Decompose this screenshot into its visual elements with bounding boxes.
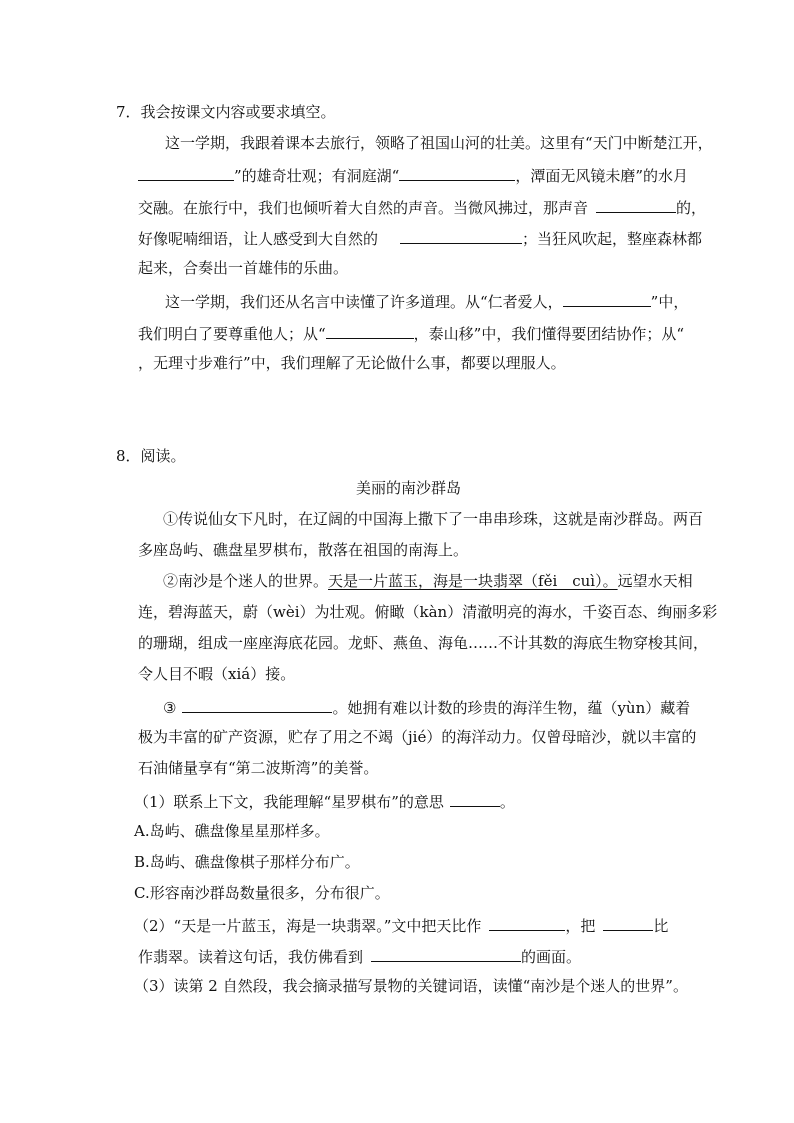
article-title: 美丽的南沙群岛 — [356, 479, 462, 497]
sub-question-2-line2 — [138, 945, 581, 967]
text-span: 好像呢喃细语，让人感受到大自然的 — [138, 230, 379, 248]
para1-line2: 多座岛屿、礁盘星罗棋布，散落在祖国的南海上。 — [138, 541, 469, 559]
answer-blank[interactable] — [326, 322, 414, 339]
answer-blank[interactable] — [399, 164, 515, 181]
option-a: A.岛屿、礁盘像星星那样多。 — [134, 822, 330, 840]
para3-line2: 极为丰富的矿产资源，贮存了用之不竭（jié）的海洋动力。仅曾母暗沙，就以丰富的 — [138, 728, 697, 746]
q7-p1-line2 — [138, 164, 688, 186]
para2-line3: 的珊瑚，组成一座座海底花园。龙虾、燕鱼、海龟……不计其数的海底生物穿梭其间， — [138, 634, 709, 652]
sub-question-2-line1 — [134, 914, 668, 936]
q7-p2-line3: ，无理寸步难行”中，我们理解了无论做什么事，都要以理服人。 — [138, 354, 566, 372]
answer-blank[interactable] — [603, 914, 653, 931]
text-span: 交融。在旅行中，我们也倾听着大自然的声音。当微风拂过，那声音 — [138, 199, 589, 217]
text-span: 这一学期，我们还从名言中读懂了许多道理。从“仁者爱人， — [165, 293, 563, 311]
sub-question-1 — [134, 790, 515, 812]
text-span: ”中， — [650, 293, 689, 311]
answer-blank[interactable] — [400, 227, 522, 244]
para1-line1: ①传说仙女下凡时，在辽阔的中国海上撒下了一串串珍珠，这就是南沙群岛。两百 — [163, 510, 704, 528]
text-span: ，潭面无风镜未磨”的水月 — [515, 167, 689, 185]
text-span: 比 — [653, 917, 669, 935]
answer-blank[interactable] — [563, 290, 651, 307]
answer-blank[interactable] — [182, 696, 332, 713]
answer-blank[interactable] — [138, 164, 234, 181]
q7-p2-line2 — [138, 322, 684, 344]
q7-p1-line1: 这一学期，我跟着课本去旅行，领略了祖国山河的壮美。这里有“天门中断楚江开， — [165, 134, 713, 152]
answer-blank[interactable] — [489, 914, 565, 931]
answer-blank[interactable] — [371, 945, 521, 962]
answer-blank[interactable] — [596, 196, 676, 213]
sub-question-3: （3）读第 2 自然段，我会摘录描写景物的关键词语，读懂“南沙是个迷人的世界”。 — [134, 977, 688, 995]
text-span: ②南沙是个迷人的世界。 — [163, 572, 329, 590]
text-span: ③ — [163, 699, 177, 717]
underlined-sentence: 天是一片蓝玉，海是一块翡翠（fěi cuì）。 — [328, 572, 618, 590]
para3-line1 — [163, 696, 690, 718]
para2-line1 — [163, 571, 693, 591]
text-span: （2）“天是一片蓝玉，海是一块翡翠。”文中把天比作 — [134, 917, 482, 935]
text-span: 远望水天相 — [617, 572, 693, 590]
para2-line2: 连，碧海蓝天，蔚（wèi）为壮观。俯瞰（kàn）清澈明亮的海水，千姿百态、绚丽多彩 — [138, 603, 718, 621]
q7-p2-line1 — [165, 290, 688, 312]
text-span: ，泰山移”中，我们懂得要团结协作；从“ — [413, 325, 685, 343]
option-b: B.岛屿、礁盘像棋子那样分布广。 — [134, 853, 360, 871]
text-span: 的画面。 — [521, 948, 582, 966]
q7-p1-line4 — [138, 227, 702, 249]
text-span: 我们明白了要尊重他人；从“ — [138, 325, 326, 343]
text-span: ；当狂风吹起，整座森林都 — [522, 230, 703, 248]
q7-p1-line5: 起来，合奏出一首雄伟的乐曲。 — [138, 259, 349, 277]
text-span: （1）联系上下文，我能理解“星罗棋布”的意思 — [134, 793, 444, 811]
para2-line4: 令人目不暇（xiá）接。 — [138, 665, 296, 683]
para3-line3: 石油储量享有“第二波斯湾”的美誉。 — [138, 759, 379, 777]
answer-blank[interactable] — [450, 790, 500, 807]
option-c: C.形容南沙群岛数量很多，分布很广。 — [134, 884, 390, 902]
text-span: ，把 — [565, 917, 596, 935]
q8-title: 8．阅读。 — [116, 447, 186, 465]
text-span: ”的雄奇壮观；有洞庭湖“ — [234, 167, 400, 185]
q7-p1-line3 — [138, 196, 706, 218]
text-span: 的， — [676, 199, 707, 217]
q7-title: 7．我会按课文内容或要求填空。 — [116, 103, 336, 121]
text-span: 。她拥有难以计数的珍贵的海洋生物，蕴（yùn）藏着 — [332, 699, 691, 717]
text-span: 。 — [499, 793, 515, 811]
text-span: 作翡翠。读着这句话，我仿佛看到 — [138, 948, 364, 966]
